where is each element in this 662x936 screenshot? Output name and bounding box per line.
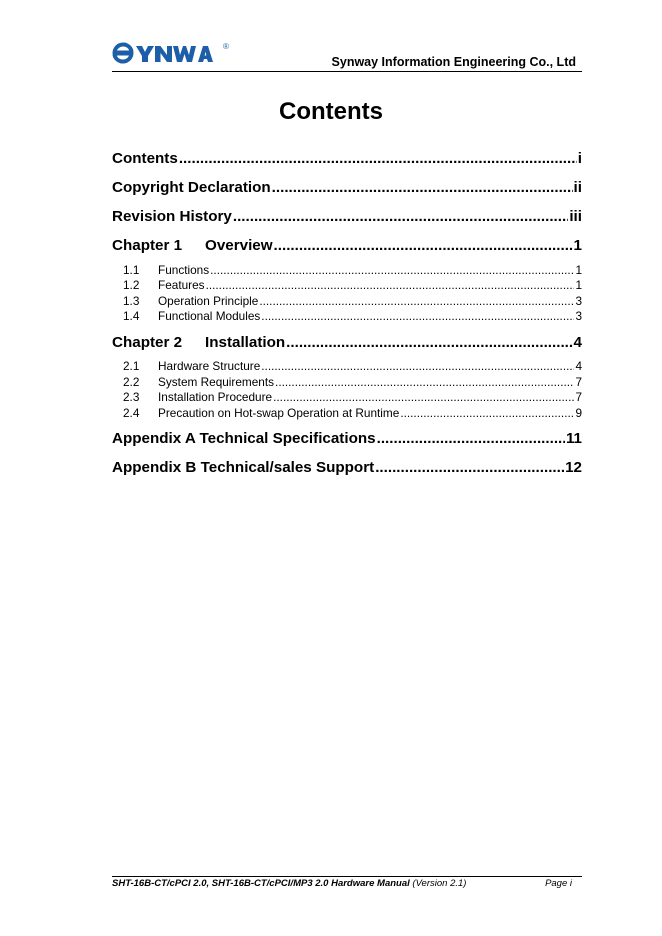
toc-entry-text: Functional Modules: [158, 309, 261, 323]
toc-entry-contents[interactable]: [112, 150, 582, 170]
toc-entry-1-2[interactable]: [123, 278, 582, 293]
toc-page-number: 1: [575, 278, 582, 292]
toc-entry-text: Features: [158, 278, 205, 292]
page-footer: [112, 876, 582, 889]
toc-entry-2-4[interactable]: [123, 406, 582, 421]
toc-page-number: iii: [569, 208, 582, 225]
toc-leader: [233, 208, 568, 225]
toc-leader: [400, 406, 574, 420]
toc-leader: [259, 294, 574, 308]
toc-section-number: 1.1: [123, 263, 140, 277]
toc-leader: [275, 375, 574, 389]
toc-page-number: 1: [573, 237, 582, 254]
company-name: Synway Information Engineering Co., Ltd: [331, 55, 576, 69]
toc-entry-2-3[interactable]: [123, 390, 582, 405]
page-header: [112, 38, 582, 72]
toc-leader: [210, 263, 574, 277]
toc-entry-2-2[interactable]: [123, 375, 582, 390]
toc-page-number: 7: [575, 390, 582, 404]
manual-version: (Version 2.1): [412, 878, 467, 889]
toc-page-number: 4: [575, 359, 582, 373]
toc-page-number: 7: [575, 375, 582, 389]
toc-entry-1-3[interactable]: [123, 294, 582, 309]
toc-section-number: 1.2: [123, 278, 140, 292]
toc-chapter-number: Chapter 2: [112, 334, 183, 351]
toc-entry-appendix-a[interactable]: [112, 430, 582, 450]
toc-leader: [377, 430, 565, 447]
toc-chapter-number: Chapter 1: [112, 237, 183, 254]
toc-entry-chapter-1[interactable]: [112, 237, 582, 257]
toc-leader: [375, 459, 564, 476]
toc-leader: [286, 334, 572, 351]
toc-entry-chapter-2[interactable]: [112, 334, 582, 354]
toc-entry-text: System Requirements: [158, 375, 275, 389]
toc-page-number: 3: [575, 309, 582, 323]
toc-section-number: 2.1: [123, 359, 140, 373]
toc-entry-1-1[interactable]: [123, 263, 582, 278]
toc-section-number: 2.2: [123, 375, 140, 389]
toc-entry-text: Copyright Declaration: [112, 179, 271, 196]
toc-entry-text: Installation Procedure: [158, 390, 273, 404]
toc-entry-copyright[interactable]: [112, 179, 582, 199]
toc-page-number: 11: [565, 430, 582, 447]
synway-logo-icon: [112, 40, 220, 66]
toc-entry-appendix-b[interactable]: [112, 459, 582, 479]
synway-logo: [112, 40, 229, 68]
page-title: Contents: [279, 98, 383, 125]
toc-entry-1-4[interactable]: [123, 309, 582, 324]
toc-entry-text: Operation Principle: [158, 294, 259, 308]
toc-page-number: i: [577, 150, 582, 167]
toc-entry-text: Appendix B Technical/sales Support: [112, 459, 375, 476]
toc-leader: [261, 359, 574, 373]
toc-entry-text: Precaution on Hot-swap Operation at Runtime: [158, 406, 400, 420]
toc-entry-2-1[interactable]: [123, 359, 582, 374]
toc-section-number: 2.4: [123, 406, 140, 420]
toc-leader: [273, 390, 574, 404]
toc-entry-text: Functions: [158, 263, 210, 277]
toc-leader: [272, 179, 573, 196]
toc-leader: [179, 150, 577, 167]
registered-mark: ®: [223, 42, 229, 51]
toc-entry-text: Overview: [205, 237, 273, 254]
toc-entry-text: Installation: [205, 334, 286, 351]
toc-page-number: 1: [575, 263, 582, 277]
toc-section-number: 1.4: [123, 309, 140, 323]
toc-leader: [206, 278, 575, 292]
toc-page-number: 9: [575, 406, 582, 420]
toc-entry-text: Appendix A Technical Specifications: [112, 430, 376, 447]
toc-page-number: 3: [575, 294, 582, 308]
manual-title: SHT-16B-CT/cPCI 2.0, SHT-16B-CT/cPCI/MP3 2.0 Hardware Manual: [112, 878, 410, 889]
toc-section-number: 1.3: [123, 294, 140, 308]
toc-page-number: 4: [573, 334, 582, 351]
toc-section-number: 2.3: [123, 390, 140, 404]
toc-page-number: 12: [565, 459, 582, 476]
toc-entry-text: Contents: [112, 150, 178, 167]
toc-leader: [261, 309, 574, 323]
page-number: Page i: [545, 878, 572, 889]
toc-page-number: ii: [573, 179, 582, 196]
toc-entry-text: Hardware Structure: [158, 359, 261, 373]
toc-entry-text: Revision History: [112, 208, 232, 225]
toc-entry-revision[interactable]: [112, 208, 582, 228]
toc-leader: [274, 237, 573, 254]
